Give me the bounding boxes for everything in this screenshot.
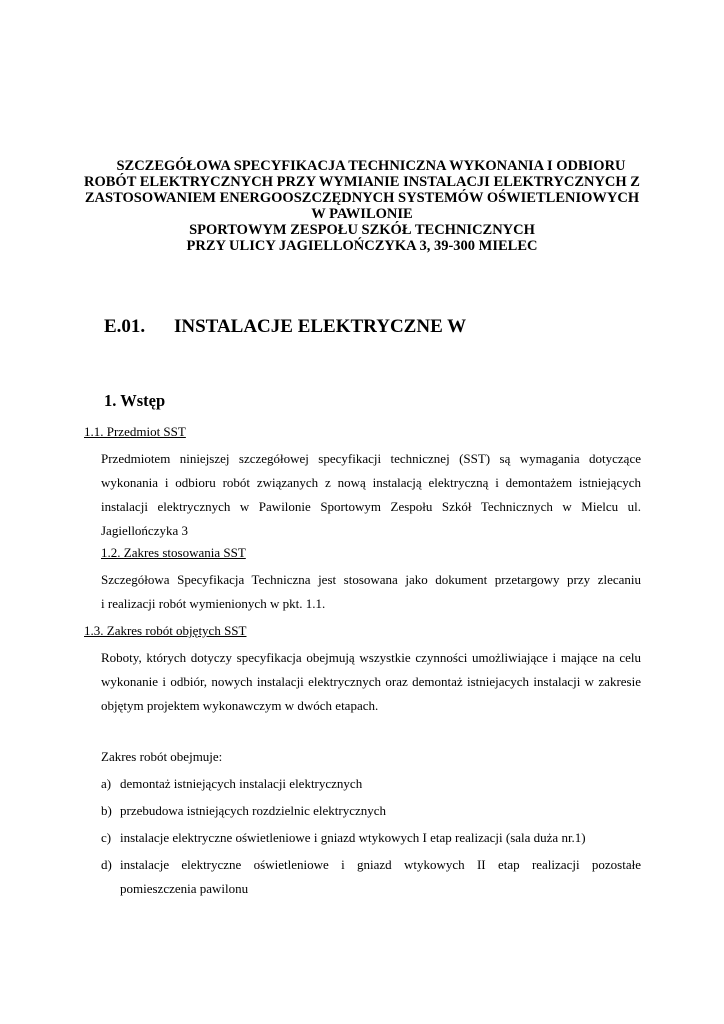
paragraph-line: wykonania i odbioru robót związanych z nową instalacją elektryczną i demontażem istniejących — [101, 475, 641, 490]
list-letter: c) — [101, 830, 112, 845]
title-line: ROBÓT ELEKTRYCZNYCH PRZY WYMIANIE INSTALACJI ELEKTRYCZNYCH Z — [84, 174, 640, 190]
document-title — [60, 158, 664, 254]
subsection-heading-1-1: 1.1. Przedmiot SST — [84, 424, 186, 439]
subsection-heading-1-3: 1.3. Zakres robót objętych SST — [84, 623, 247, 638]
subsection-1-3-paragraph — [101, 646, 641, 718]
scope-intro: Zakres robót obejmuje: — [101, 749, 223, 764]
subsection-heading-1-2: 1.2. Zakres stosowania SST — [101, 545, 246, 560]
list-text: przebudowa istniejących rozdzielnic elektrycznych — [120, 803, 387, 818]
title-line: ZASTOSOWANIEM ENERGOOSZCZĘDNYCH SYSTEMÓW OŚWIETLENIOWYCH — [84, 190, 640, 206]
title-line: SZCZEGÓŁOWA SPECYFIKACJA TECHNICZNA WYKONANIA I ODBIORU — [116, 158, 626, 174]
section-heading — [104, 316, 466, 338]
paragraph-line: Przedmiotem niniejszej szczegółowej specyfikacji technicznej (SST) są wymagania dotyczące — [101, 451, 641, 466]
subsection-1-1-paragraph — [101, 447, 641, 543]
title-line: SPORTOWYM ZESPOŁU SZKÓŁ TECHNICZNYCH — [189, 222, 535, 238]
title-line: PRZY ULICY JAGIELLOŃCZYKA 3, 39-300 MIELEC — [186, 238, 538, 254]
list-letter: b) — [101, 803, 112, 818]
list-item — [101, 772, 641, 796]
list-letter: d) — [101, 857, 112, 872]
paragraph-line: Szczegółowa Specyfikacja Techniczna jest stosowana jako dokument przetargowy przy zlecaniu — [101, 572, 641, 587]
list-text-line: instalacje elektryczne oświetleniowe i gniazd wtykowych II etap realizacji pozostałe — [120, 857, 641, 872]
subsection-1-2-paragraph — [101, 568, 641, 616]
paragraph-line: objętym projektem wykonawczym w dwóch etapach. — [101, 698, 379, 713]
list-item — [101, 799, 641, 823]
paragraph-line: Jagiellończyka 3 — [101, 523, 188, 538]
paragraph-line: wykonanie i odbiór, nowych instalacji elektrycznych oraz demontaż istniejacych instalacji w zakresie — [101, 674, 641, 689]
title-line: W PAWILONIE — [311, 206, 413, 222]
list-text-line: pomieszczenia pawilonu — [120, 881, 249, 896]
list-item — [101, 853, 641, 901]
section-title: INSTALACJE ELEKTRYCZNE W — [174, 316, 467, 337]
list-text: instalacje elektryczne oświetleniowe i gniazd wtykowych I etap realizacji (sala duża nr.1) — [120, 830, 586, 845]
list-item — [101, 826, 641, 850]
paragraph-line: i realizacji robót wymienionych w pkt. 1.1. — [101, 596, 326, 611]
list-letter: a) — [101, 776, 112, 791]
section-number: E.01. — [104, 316, 146, 337]
paragraph-line: instalacji elektrycznych w Pawilonie Sportowym Zespołu Szkół Technicznych w Mielcu ul. — [101, 499, 641, 514]
list-text — [120, 853, 641, 901]
paragraph-line: Roboty, których dotyczy specyfikacja obejmują wszystkie czynności umożliwiające i mające na celu — [101, 650, 641, 665]
list-text: demontaż istniejących instalacji elektrycznych — [120, 776, 363, 791]
chapter-heading: 1. Wstęp — [104, 391, 166, 410]
